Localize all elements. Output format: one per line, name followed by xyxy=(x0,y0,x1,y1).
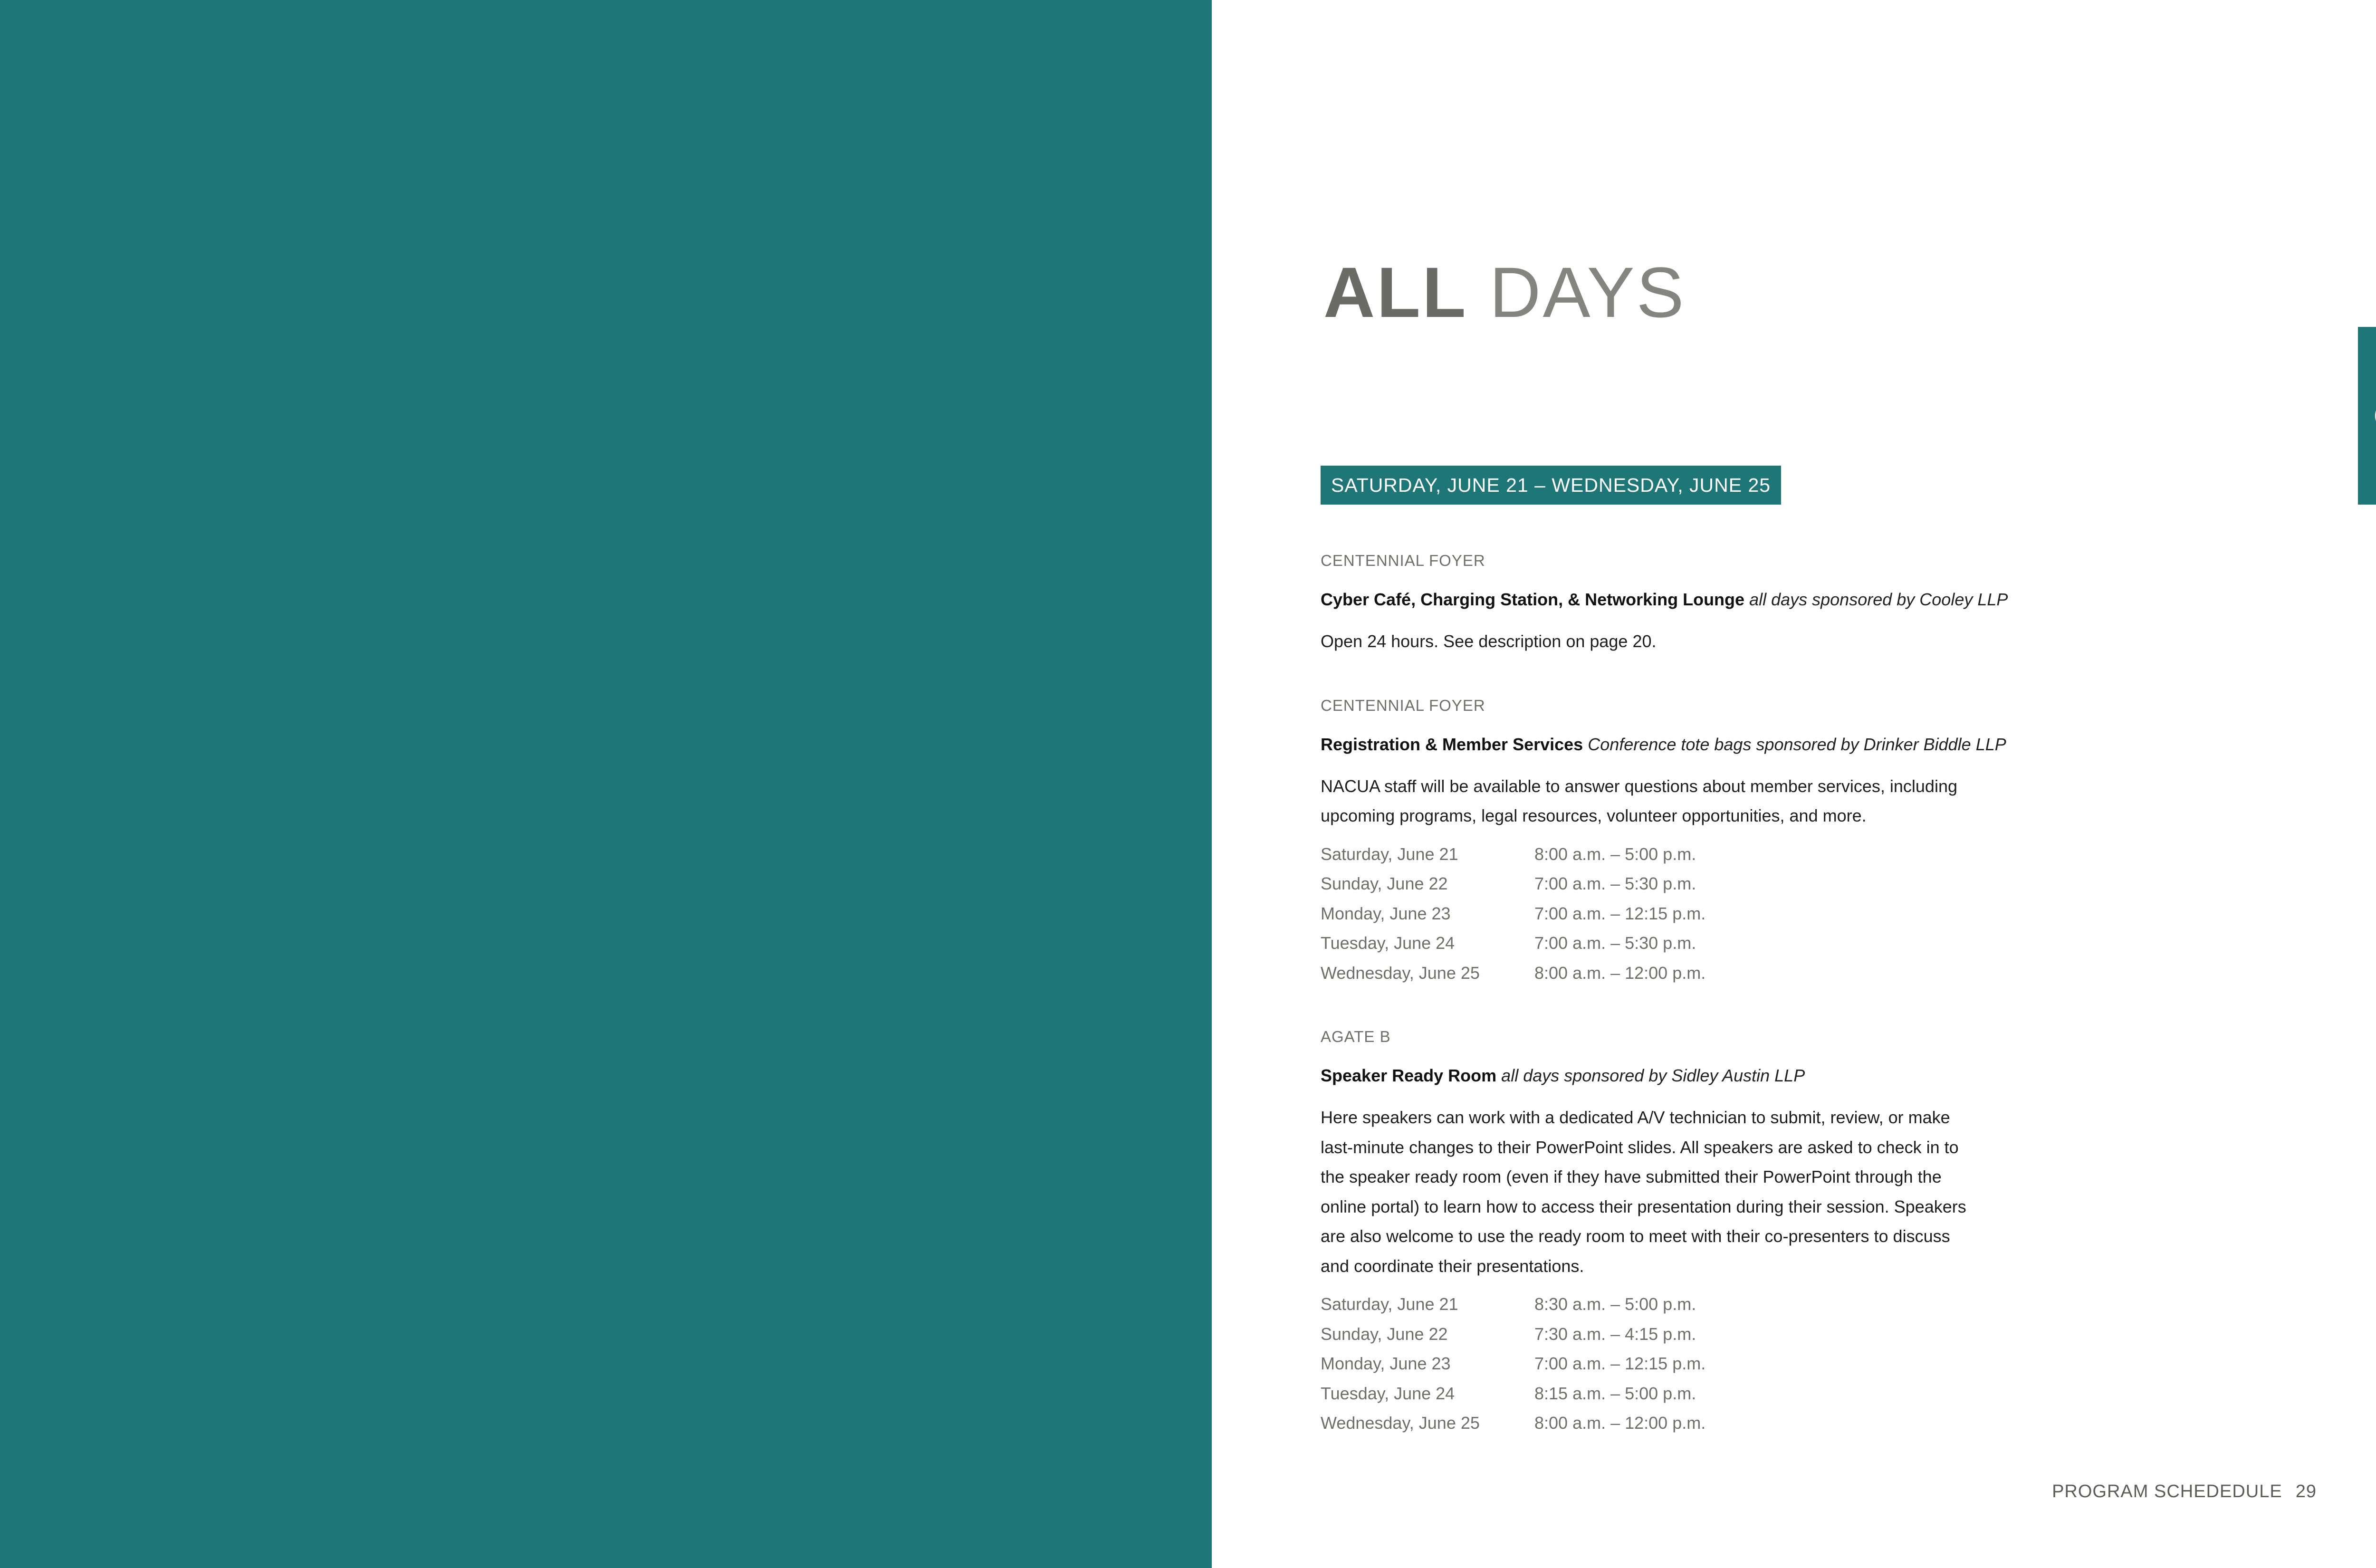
section-location: CENTENNIAL FOYER xyxy=(1321,552,1485,569)
schedule-time: 8:30 a.m. – 5:00 p.m. xyxy=(1534,1294,1696,1314)
schedule-day: Monday, June 23 xyxy=(1321,903,1451,923)
schedule-row xyxy=(1321,1290,1967,1319)
schedule-time: 7:30 a.m. – 4:15 p.m. xyxy=(1534,1324,1696,1344)
schedule-time: 7:00 a.m. – 5:30 p.m. xyxy=(1534,933,1696,953)
page-title-bold: ALL xyxy=(1323,252,1468,332)
section-tab[interactable] xyxy=(2358,327,2376,505)
page-title-light: DAYS xyxy=(1489,252,1686,332)
section-description: Here speakers can work with a dedicated A/V technician to submit, review, or make last-minute changes to their PowerPoint slides. All speakers are asked to check in to the speaker ready room (even if they have submitted their PowerPoint through the online portal) to learn how to access their presentation during their session. Speakers are also welcome to use the ready room to meet with their co-presenters to discuss and coordinate their presentations. xyxy=(1321,1108,1966,1276)
schedule-day: Tuesday, June 24 xyxy=(1321,1383,1455,1403)
section-sponsor: Conference tote bags sponsored by Drinker Biddle LLP xyxy=(1588,734,2006,754)
schedule-day: Wednesday, June 25 xyxy=(1321,963,1480,983)
schedule-day: Monday, June 23 xyxy=(1321,1354,1451,1373)
schedule-time: 8:00 a.m. – 12:00 p.m. xyxy=(1534,1413,1706,1433)
schedule-row xyxy=(1321,1379,1967,1409)
schedule-time: 8:00 a.m. – 5:00 p.m. xyxy=(1534,844,1696,864)
page-title xyxy=(1323,252,1686,332)
section-description: NACUA staff will be available to answer questions about member services, including upcoming programs, legal resources, volunteer opportunities, and more. xyxy=(1321,776,1957,825)
section-location: CENTENNIAL FOYER xyxy=(1321,696,1485,714)
footer-label: PROGRAM SCHEDEDULE xyxy=(2052,1482,2282,1501)
section-sponsor: all days sponsored by Cooley LLP xyxy=(1749,590,2008,609)
date-range-banner: SATURDAY, JUNE 21 – WEDNESDAY, JUNE 25 xyxy=(1321,466,1781,505)
schedule-day: Sunday, June 22 xyxy=(1321,1324,1448,1344)
section-name: Registration & Member Services xyxy=(1321,734,1583,754)
schedule-row xyxy=(1321,840,1967,870)
section-sponsor: all days sponsored by Sidley Austin LLP xyxy=(1501,1066,1805,1085)
schedule-row xyxy=(1321,899,1967,929)
schedule-time: 8:00 a.m. – 12:00 p.m. xyxy=(1534,963,1706,983)
schedule-day: Saturday, June 21 xyxy=(1321,844,1458,864)
schedule-row xyxy=(1321,958,1967,988)
schedule-table xyxy=(1321,1290,1967,1438)
schedule-day: Tuesday, June 24 xyxy=(1321,933,1455,953)
program-section xyxy=(1321,694,2006,988)
schedule-row xyxy=(1321,928,1967,958)
page-number: 29 xyxy=(2295,1482,2317,1501)
schedule-row xyxy=(1321,869,1967,899)
schedule-day: Saturday, June 21 xyxy=(1321,1294,1458,1314)
section-heading xyxy=(1321,588,2008,612)
schedule-row xyxy=(1321,1349,1967,1379)
section-heading xyxy=(1321,1064,1967,1088)
program-section xyxy=(1321,1025,1967,1438)
section-heading xyxy=(1321,733,2006,756)
schedule-row xyxy=(1321,1319,1967,1349)
section-location: AGATE B xyxy=(1321,1028,1391,1045)
section-description: Open 24 hours. See description on page 20. xyxy=(1321,631,1657,651)
program-content xyxy=(1321,549,2008,1475)
schedule-day: Sunday, June 22 xyxy=(1321,874,1448,893)
section-name: Speaker Ready Room xyxy=(1321,1066,1497,1085)
schedule-day: Wednesday, June 25 xyxy=(1321,1413,1480,1433)
program-section xyxy=(1321,549,2008,657)
schedule-table xyxy=(1321,840,1967,988)
schedule-time: 7:00 a.m. – 12:15 p.m. xyxy=(1534,903,1706,923)
schedule-time: 8:15 a.m. – 5:00 p.m. xyxy=(1534,1383,1696,1403)
schedule-time: 7:00 a.m. – 12:15 p.m. xyxy=(1534,1354,1706,1373)
section-name: Cyber Café, Charging Station, & Networking Lounge xyxy=(1321,590,1745,609)
schedule-time: 7:00 a.m. – 5:30 p.m. xyxy=(1534,874,1696,893)
schedule-row xyxy=(1321,1408,1967,1438)
page-footer xyxy=(2052,1482,2317,1502)
